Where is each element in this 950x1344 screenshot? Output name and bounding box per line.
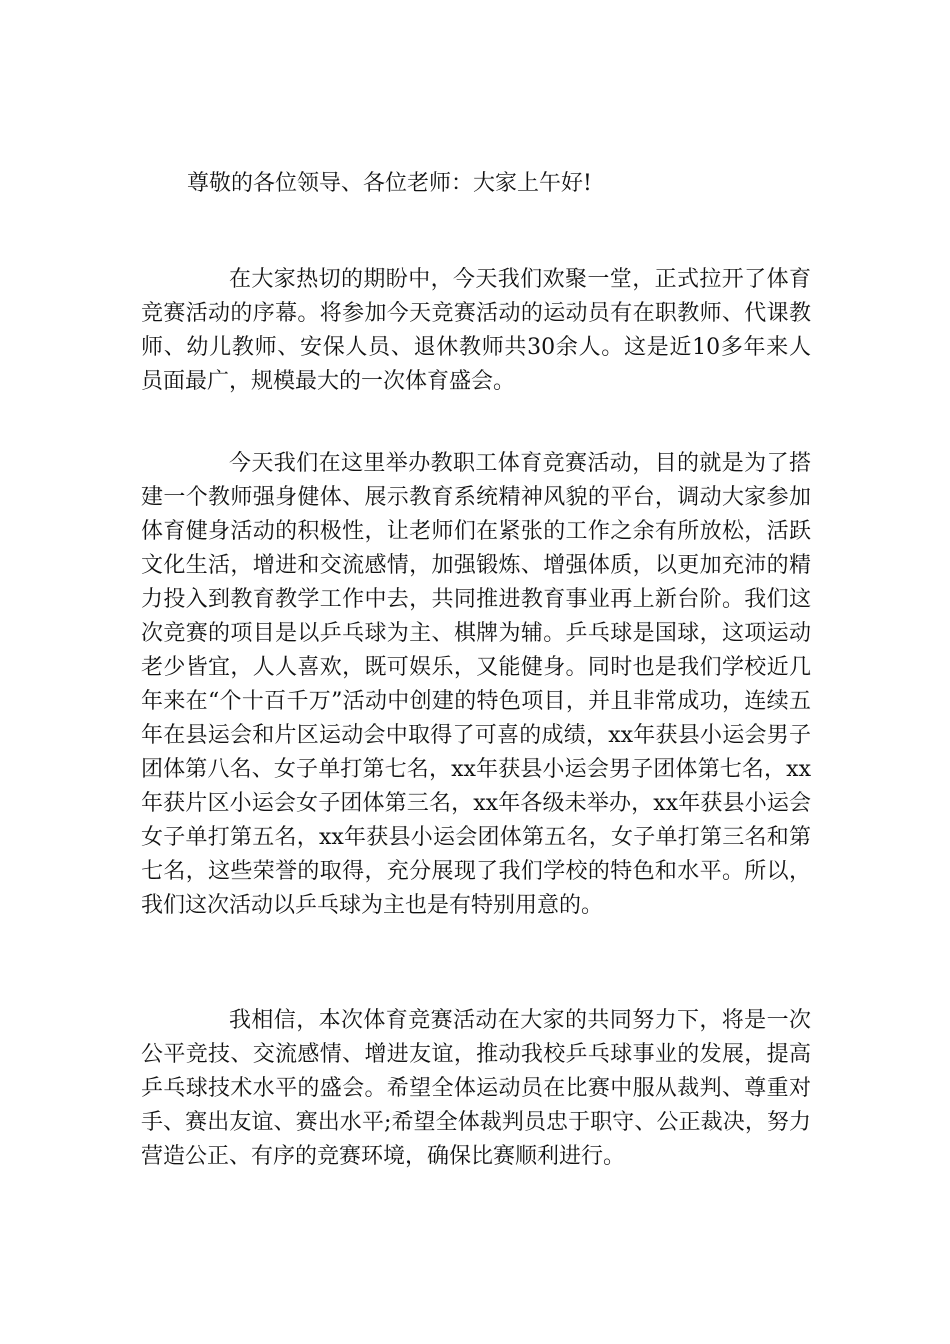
paragraph-purpose: 今天我们在这里举办教职工体育竞赛活动，目的就是为了搭建一个教师强身健体、展示教育系统精神风貌的平台，调动大家参加体育健身活动的积极性，让老师们在紧张的工作之余有所放松，活跃文化生活，增进和交流感情，加强锻炼、增强体质，以更加充沛的精力投入到教育教学工作中去，共同推进教育事业再上新台阶。我们这次竞赛的项目是以乒乓球为主、棋牌为辅。乒乓球是国球，这项运动老少皆宜，人人喜欢，既可娱乐，又能健身。同时也是我们学校近几年来在“个十百千万”活动中创建的特色项目，并且非常成功，连续五年在县运会和片区运动会中取得了可喜的成绩，xx年获县小运会男子团体第八名、女子单打第七名，xx年获县小运会男子团体第七名，xx年获片区小运会女子团体第三名，xx年各级未举办，xx年获县小运会女子单打第五名，xx年获县小运会团体第五名，女子单打第三名和第七名，这些荣誉的取得，充分展现了我们学校的特色和水平。所以，我们这次活动以乒乓球为主也是有特别用意的。 xyxy=(141,451,811,918)
paragraph-opening: 在大家热切的期盼中，今天我们欢聚一堂，正式拉开了体育竞赛活动的序幕。将参加今天竞赛活动的运动员有在职教师、代课教师、幼儿教师、安保人员、退休教师共30余人。这是近10多年来人员面最广，规模最大的一次体育盛会。 xyxy=(141,267,811,394)
greeting-line: 尊敬的各位领导、各位老师：大家上午好! xyxy=(187,171,592,196)
paragraph-closing: 我相信，本次体育竞赛活动在大家的共同努力下，将是一次公平竞技、交流感情、增进友谊，推动我校乒乓球事业的发展，提高乒乓球技术水平的盛会。希望全体运动员在比赛中服从裁判、尊重对手、赛出友谊、赛出水平;希望全体裁判员忠于职守、公正裁决，努力营造公正、有序的竞赛环境，确保比赛顺利进行。 xyxy=(141,1008,811,1169)
